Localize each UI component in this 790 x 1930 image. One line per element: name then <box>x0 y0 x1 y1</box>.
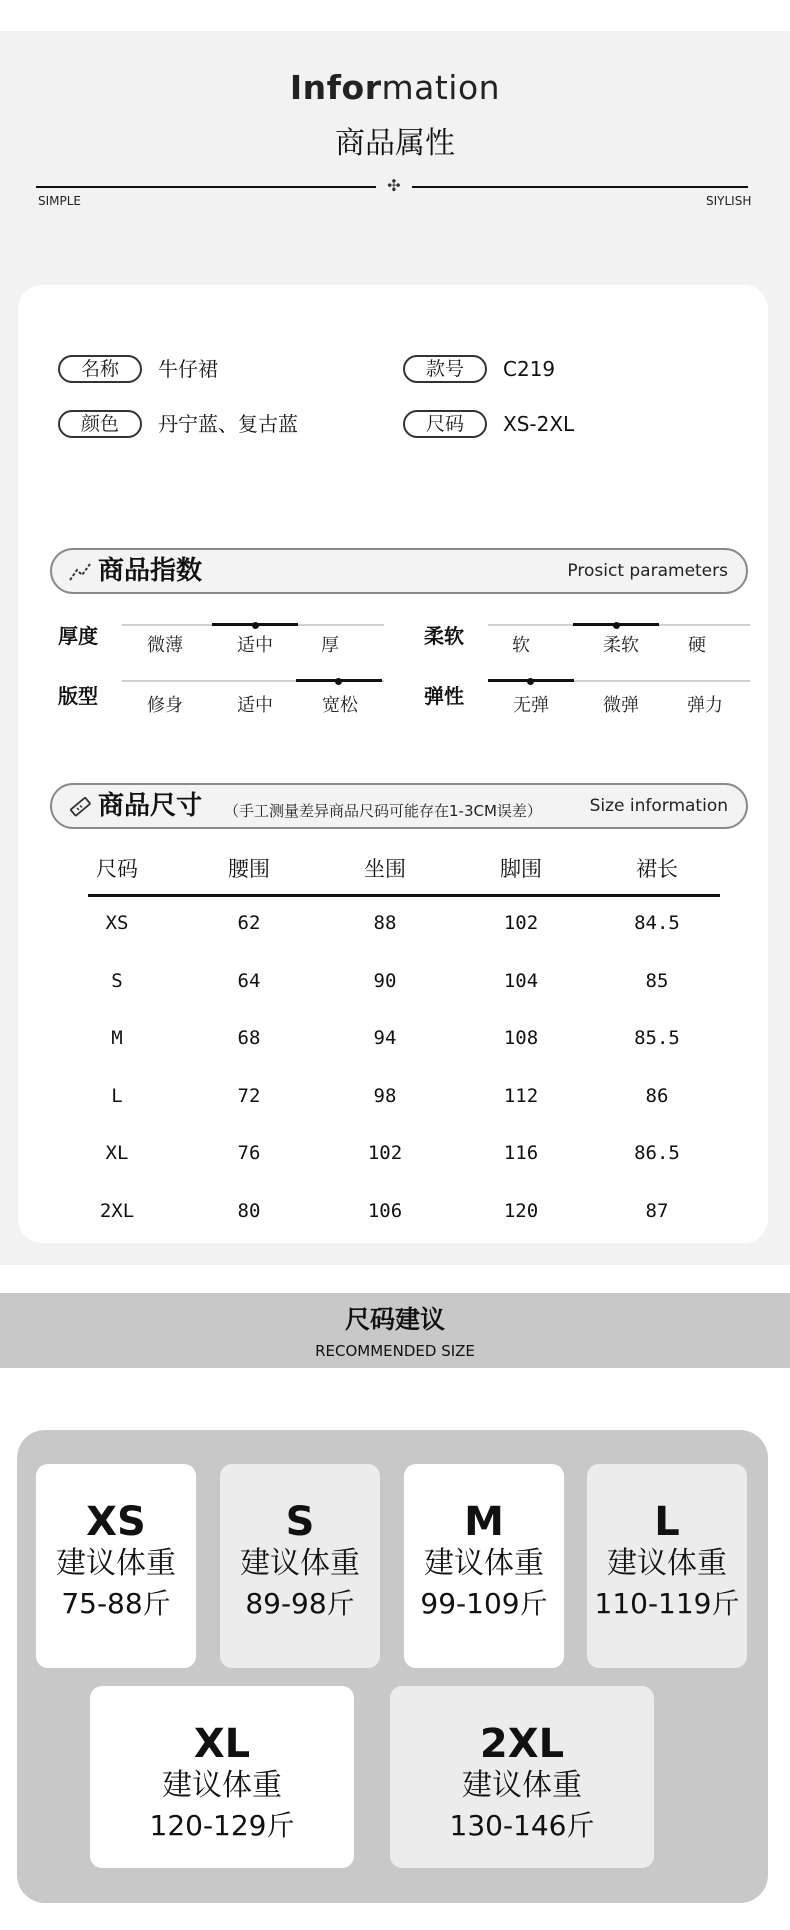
scale-option: 无弹 <box>513 695 549 716</box>
section-title-cn: 商品属性 <box>335 126 455 161</box>
size-section-header <box>50 783 748 829</box>
scale-selected-dot <box>613 622 620 629</box>
table-cell: M <box>111 1027 123 1049</box>
table-cell: 94 <box>373 1027 397 1049</box>
size-card-range: 110-119斤 <box>594 1587 740 1620</box>
size-card-range: 120-129斤 <box>149 1809 295 1842</box>
scale-option: 厚 <box>321 635 339 656</box>
size-card-label: 建议体重 <box>240 1546 360 1581</box>
size-card-s <box>220 1464 380 1668</box>
table-cell: 116 <box>503 1142 539 1164</box>
index-label-thickness: 厚度 <box>58 624 98 648</box>
table-cell: 85 <box>645 970 669 992</box>
index-label-fit: 版型 <box>58 684 98 708</box>
table-cell: S <box>111 970 123 992</box>
table-cell: 64 <box>237 970 261 992</box>
attr-label-size: 尺码 <box>403 410 487 438</box>
size-card-label: 建议体重 <box>162 1768 282 1803</box>
table-cell: XL <box>105 1142 129 1164</box>
scale-option: 宽松 <box>322 695 358 716</box>
size-section-note: （手工测量差异商品尺码可能存在1-3CM误差） <box>224 802 542 820</box>
table-header-cell: 尺码 <box>96 857 138 881</box>
trend-line-icon <box>68 560 92 584</box>
size-card-label: 建议体重 <box>424 1546 544 1581</box>
size-card-label: 建议体重 <box>56 1546 176 1581</box>
table-cell: 72 <box>237 1085 261 1107</box>
index-section-title: 商品指数 <box>98 556 203 586</box>
table-cell: XS <box>105 912 129 934</box>
table-cell: 86 <box>645 1085 669 1107</box>
size-card-size: 2XL <box>479 1721 565 1767</box>
table-cell: 2XL <box>99 1200 135 1222</box>
index-section-subtitle: Prosict parameters <box>567 561 728 581</box>
size-card-label: 建议体重 <box>462 1768 582 1803</box>
right-tagline: SIYLISH <box>706 194 752 208</box>
table-cell: 98 <box>373 1085 397 1107</box>
size-section-title: 商品尺寸 <box>98 791 203 821</box>
attr-value-color: 丹宁蓝、复古蓝 <box>158 412 298 436</box>
ruler-icon <box>68 795 92 819</box>
section-title-en: Information <box>289 68 501 107</box>
size-card-range: 99-109斤 <box>420 1587 548 1620</box>
table-cell: 87 <box>645 1200 669 1222</box>
table-cell: 102 <box>367 1142 403 1164</box>
size-section-subtitle: Size information <box>589 796 728 816</box>
table-cell: 88 <box>373 912 397 934</box>
index-label-softness: 柔软 <box>424 624 464 648</box>
scale-option: 硬 <box>688 635 706 656</box>
scale-option: 修身 <box>147 695 183 716</box>
divider-left <box>36 186 376 188</box>
size-card-l <box>587 1464 747 1668</box>
scale-option: 适中 <box>237 635 273 656</box>
scale-option: 软 <box>512 635 530 656</box>
scale-selected-dot <box>527 678 534 685</box>
recommend-title: 尺码建议 <box>344 1305 445 1334</box>
size-card-2xl <box>390 1686 654 1868</box>
divider-right <box>412 186 748 188</box>
table-header-cell: 腰围 <box>228 857 270 881</box>
table-cell: 68 <box>237 1027 261 1049</box>
table-cell: 86.5 <box>634 1142 680 1164</box>
table-cell: 84.5 <box>634 912 680 934</box>
scale-option: 适中 <box>237 695 273 716</box>
table-header-rule <box>88 894 720 897</box>
size-card-range: 75-88斤 <box>61 1587 171 1620</box>
size-card-size: S <box>285 1499 315 1545</box>
table-cell: 85.5 <box>634 1027 680 1049</box>
table-cell: 112 <box>503 1085 539 1107</box>
attr-label-color: 颜色 <box>58 410 142 438</box>
scale-option: 弹力 <box>687 695 723 716</box>
table-header-cell: 裙长 <box>636 857 678 881</box>
scale-option: 微弹 <box>603 695 639 716</box>
table-header-cell: 坐围 <box>364 857 406 881</box>
table-cell: 106 <box>367 1200 403 1222</box>
size-card-xl <box>90 1686 354 1868</box>
table-cell: L <box>111 1085 123 1107</box>
recommend-subtitle: RECOMMENDED SIZE <box>315 1342 475 1360</box>
scale-option: 微薄 <box>147 635 183 656</box>
crosshair-icon: ✣ <box>387 176 401 195</box>
attr-label-name: 名称 <box>58 355 142 383</box>
index-label-elasticity: 弹性 <box>424 684 464 708</box>
size-card-size: XS <box>86 1499 146 1545</box>
table-cell: 62 <box>237 912 261 934</box>
attr-value-style-no: C219 <box>503 357 556 381</box>
size-card-range: 130-146斤 <box>449 1809 595 1842</box>
scale-option: 柔软 <box>603 635 639 656</box>
table-cell: 104 <box>503 970 539 992</box>
table-cell: 102 <box>503 912 539 934</box>
size-card-size: XL <box>193 1721 251 1767</box>
size-card-size: L <box>654 1499 680 1545</box>
size-card-label: 建议体重 <box>607 1546 727 1581</box>
scale-selected-dot <box>335 678 342 685</box>
table-cell: 76 <box>237 1142 261 1164</box>
table-cell: 90 <box>373 970 397 992</box>
table-header-cell: 脚围 <box>500 857 542 881</box>
index-section-header <box>50 548 748 594</box>
attr-label-style-no: 款号 <box>403 355 487 383</box>
table-cell: 120 <box>503 1200 539 1222</box>
size-card-xs <box>36 1464 196 1668</box>
left-tagline: SIMPLE <box>38 194 82 208</box>
size-card-size: M <box>464 1499 504 1545</box>
table-cell: 80 <box>237 1200 261 1222</box>
attr-value-name: 牛仔裙 <box>158 357 218 381</box>
attr-value-size: XS-2XL <box>503 412 575 436</box>
table-cell: 108 <box>503 1027 539 1049</box>
size-card-m <box>404 1464 564 1668</box>
size-card-range: 89-98斤 <box>245 1587 355 1620</box>
scale-selected-dot <box>252 622 259 629</box>
